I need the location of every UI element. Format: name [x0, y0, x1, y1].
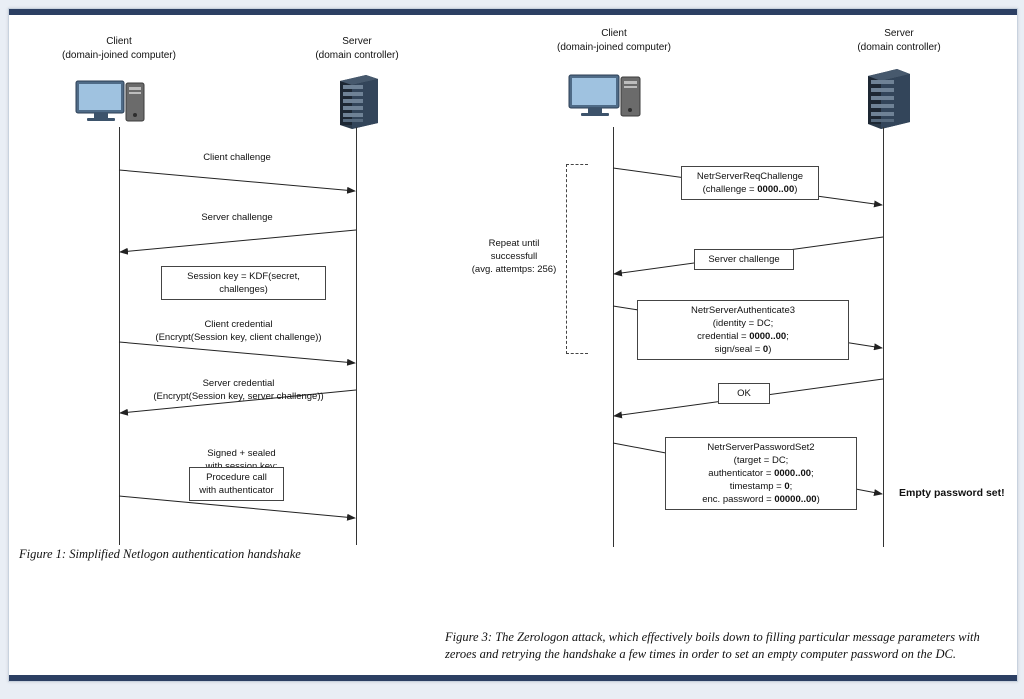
figure1-message-client-challenge	[157, 152, 317, 165]
figure3-client-actor-name: Client	[601, 28, 627, 39]
figure3-repeat-note-line2: successfull	[490, 251, 538, 262]
figure3-msg2-line2-prefix: sign/seal =	[714, 344, 763, 355]
figure1-caption	[19, 546, 419, 563]
figure3-msg2-line2-suffix: )	[768, 344, 772, 355]
figure3-msg2-line0-prefix: (identity = DC;	[712, 318, 774, 329]
figure3-caption-text: Figure 3: The Zerologon attack, which effectively boils down to filling particular message parameters with zeroes and retrying the handshake a few times in order to set an empty computer password on the DC.	[445, 630, 980, 661]
figure3-result-text	[899, 487, 1005, 499]
figure3-msg4-line1-suffix: ;	[811, 468, 814, 479]
figure3-repeat-note-line3: (avg. attemtps: 256)	[471, 264, 557, 275]
figure3-msg4-line2-prefix: timestamp =	[729, 481, 785, 492]
figure3-server-actor-name: Server	[884, 28, 914, 39]
figure3-msg4-line2-bold: 0	[784, 481, 790, 492]
figure3-message-netr-server-req-challenge	[681, 166, 819, 200]
figure3-message-server-challenge	[694, 249, 794, 270]
figure-1	[9, 9, 429, 569]
figure1-session-key-box	[161, 266, 326, 300]
figure3-msg1-title: Server challenge	[708, 254, 780, 265]
figure1-message-client-challenge-label: Client challenge	[203, 152, 271, 163]
figure3-repeat-note-line1: Repeat until	[488, 238, 540, 249]
figure1-message-server-credential-line1: Server credential	[202, 378, 275, 389]
figure1-message-client-credential-line2: (Encrypt(Session key, client challenge))	[155, 331, 322, 343]
figure1-server-actor-sub: (domain controller)	[315, 50, 399, 61]
figure3-msg2-line1-prefix: credential =	[697, 331, 750, 342]
figure3-msg2-line1-suffix: ;	[786, 331, 789, 342]
figure3-msg4-line1-bold: 0000..00	[774, 468, 812, 479]
figure1-procedure-call-line2: with authenticator	[199, 485, 274, 496]
figure1-signed-sealed-line1: Signed + sealed	[207, 448, 276, 459]
figure1-client-actor-sub: (domain-joined computer)	[62, 50, 176, 61]
figure3-msg0-title: NetrServerReqChallenge	[696, 171, 804, 182]
figure1-procedure-call-box	[189, 467, 284, 501]
figure3-msg2-line1-bold: 0000..00	[749, 331, 787, 342]
figure1-caption-text: Figure 1: Simplified Netlogon authentication handshake	[19, 547, 301, 561]
figure1-server-actor-name: Server	[342, 36, 372, 47]
figure1-message-server-challenge-label: Server challenge	[201, 212, 273, 223]
figure3-server-actor-sub: (domain controller)	[857, 42, 941, 53]
figure3-caption	[445, 629, 985, 663]
figure3-msg4-line2-suffix: ;	[789, 481, 793, 492]
figure3-msg3-title: OK	[737, 388, 751, 399]
figure3-msg2-line2-bold: 0	[762, 344, 769, 355]
figure3-msg2-title: NetrServerAuthenticate3	[690, 305, 796, 316]
figure3-client-actor-sub: (domain-joined computer)	[557, 42, 671, 53]
document-page	[8, 8, 1018, 682]
figure3-msg4-line0-prefix: (target = DC;	[733, 455, 789, 466]
figure3-msg0-line0-prefix: (challenge =	[702, 184, 758, 195]
figure1-message-server-credential	[137, 378, 340, 403]
figure3-msg4-line3-suffix: )	[816, 494, 820, 505]
figure3-message-ok	[718, 383, 770, 404]
figure1-message-client-credential	[137, 319, 340, 344]
figure1-procedure-call-line1: Procedure call	[206, 472, 267, 483]
figure1-client-actor-name: Client	[106, 36, 132, 47]
figure3-msg4-line1-prefix: authenticator =	[708, 468, 775, 479]
figure3-msg4-title: NetrServerPasswordSet2	[707, 442, 815, 453]
figure3-result-label: Empty password set!	[899, 487, 1005, 499]
figure1-message-server-challenge	[157, 212, 317, 225]
figure3-msg0-line0-bold: 0000..00	[757, 184, 795, 195]
figure-3	[429, 9, 1017, 681]
figure3-msg4-line3-prefix: enc. password =	[702, 494, 775, 505]
figure3-message-netr-server-password-set2	[665, 437, 857, 510]
figure1-session-key-label: Session key = KDF(secret, challenges)	[187, 271, 300, 295]
figure3-msg4-line3-bold: 00000..00	[774, 494, 817, 505]
figure1-message-server-credential-line2: (Encrypt(Session key, server challenge))	[153, 390, 324, 402]
figure3-message-netr-server-authenticate3	[637, 300, 849, 360]
figure1-message-client-credential-line1: Client credential	[204, 319, 273, 330]
figure3-msg0-line0-suffix: )	[794, 184, 798, 195]
